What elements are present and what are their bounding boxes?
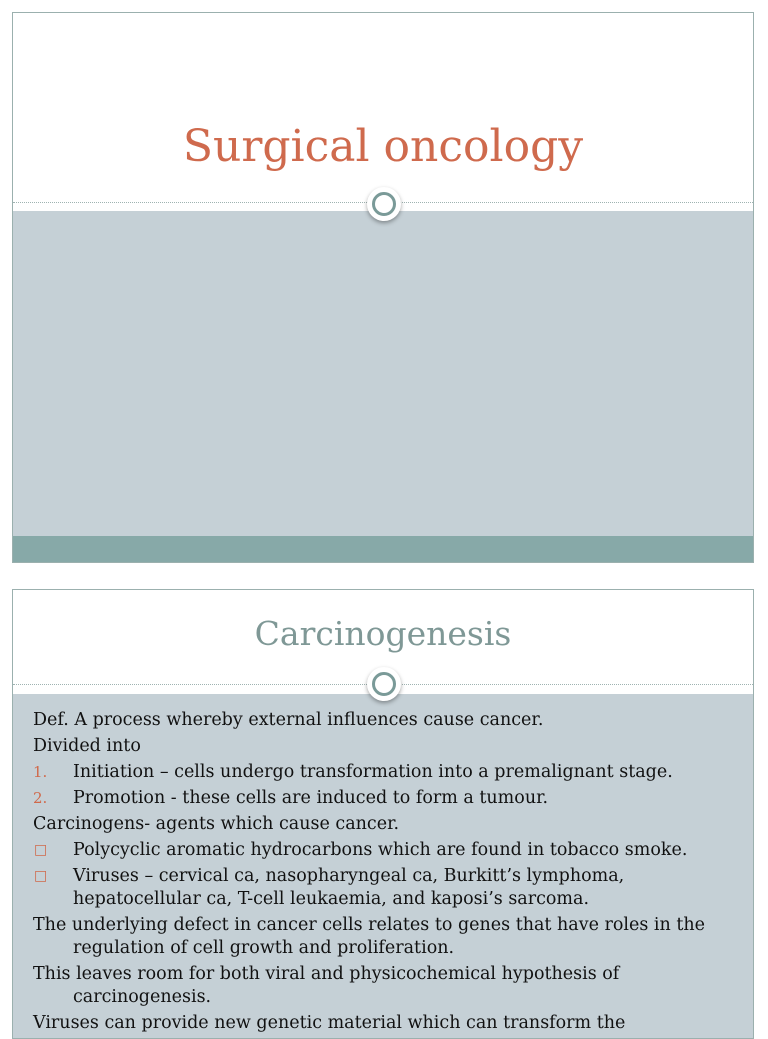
bullet-item bbox=[33, 839, 738, 862]
slide-2 bbox=[12, 589, 754, 1039]
body-line: This leaves room for both viral and physicochemical hypothesis of carcinogenesis. bbox=[33, 964, 620, 1007]
slide-1-footer-bar bbox=[13, 536, 753, 563]
circle-ornament-icon bbox=[367, 187, 401, 221]
numbered-item-text: Initiation – cells undergo transformation into a premalignant stage. bbox=[73, 762, 673, 782]
slide-1-title-area bbox=[13, 13, 753, 211]
slide-1-content-area bbox=[13, 211, 753, 536]
body-line: Divided into bbox=[33, 736, 141, 756]
bullet-item bbox=[33, 865, 738, 911]
body-line: Def. A process whereby external influences cause cancer. bbox=[33, 710, 544, 730]
slide-1-title: Surgical oncology bbox=[182, 121, 584, 172]
bullet-icon: □ bbox=[34, 842, 48, 858]
numbered-item bbox=[33, 787, 738, 810]
numbered-item-text: Promotion - these cells are induced to form a tumour. bbox=[73, 788, 549, 808]
body-line: The underlying defect in cancer cells relates to genes that have roles in the regulation of cell growth and proliferation. bbox=[33, 915, 706, 958]
circle-ornament-icon bbox=[367, 667, 401, 701]
list-number: 2. bbox=[33, 789, 48, 807]
list-number: 1. bbox=[33, 763, 48, 781]
bullet-icon: □ bbox=[34, 868, 48, 884]
bullet-item-text: Polycyclic aromatic hydrocarbons which are found in tobacco smoke. bbox=[73, 840, 688, 860]
slide-1 bbox=[12, 12, 754, 563]
slide-2-body bbox=[33, 709, 738, 1038]
body-line: Viruses can provide new genetic material which can transform the bbox=[33, 1013, 626, 1033]
bullet-item-text: Viruses – cervical ca, nasopharyngeal ca, Burkitt’s lymphoma, hepatocellular ca, T-cell leukaemia, and kaposi’s sarcoma. bbox=[73, 866, 625, 909]
slide-2-title: Carcinogenesis bbox=[254, 614, 512, 653]
body-line: Carcinogens- agents which cause cancer. bbox=[33, 814, 400, 834]
numbered-item bbox=[33, 761, 738, 784]
